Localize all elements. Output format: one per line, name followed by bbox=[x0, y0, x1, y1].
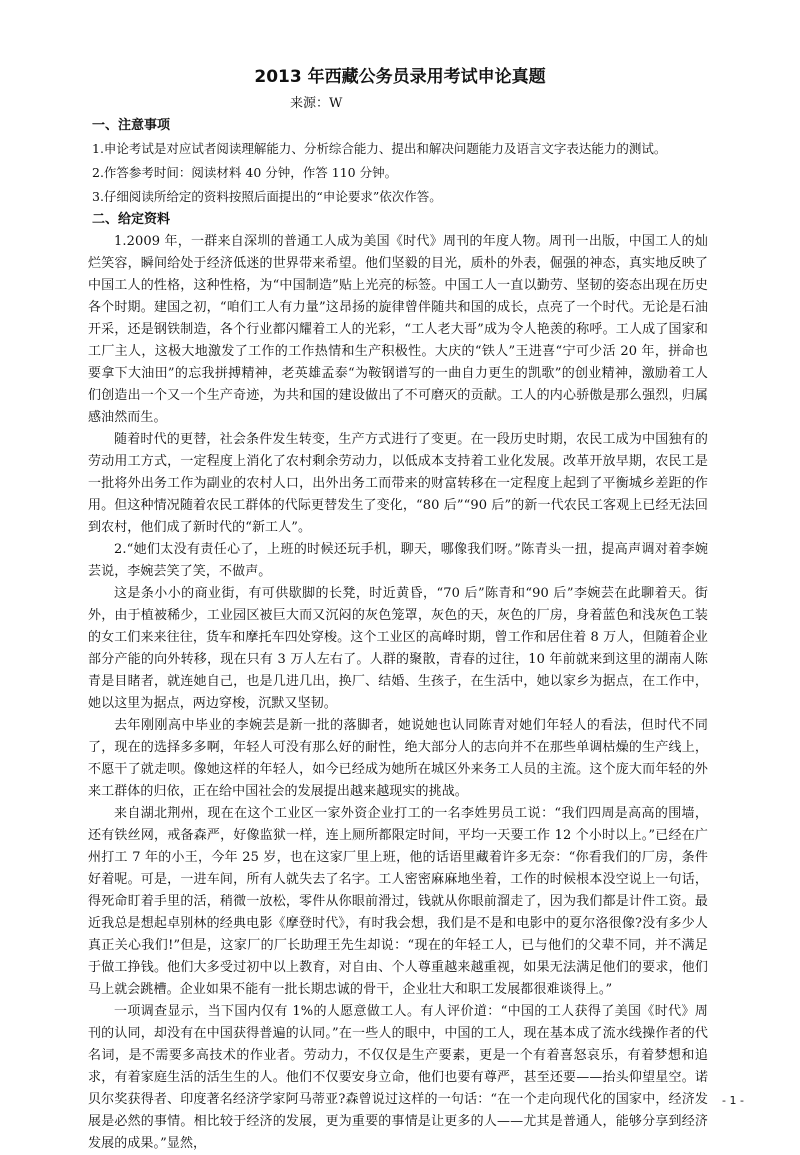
note-item: 1.申论考试是对应试者阅读理解能力、分析综合能力、提出和解决问题能力及语言文字表达能力的测试。 bbox=[92, 141, 667, 156]
material-paragraph: 去年刚刚高中毕业的李婉芸是新一批的落脚者，她说她也认同陈青对她们年轻人的看法，但时代不同了，现在的选择多多啊，年轻人可没有那么好的耐性，绝大部分人的志向并不在那些单调枯燥的生产线上，不愿干了就走呗。像她这样的年轻人，如今已经成为她所在城区外来务工人员的主流。这个庞大而年轻的外来工群体的归依，正在给中国社会的发展提出越来越现实的挑战。 bbox=[88, 718, 708, 799]
note-item: 2.作答参考时间：阅读材料 40 分钟，作答 110 分钟。 bbox=[92, 165, 398, 180]
document-source: 来源：W bbox=[290, 96, 343, 111]
note-item: 3.仔细阅读所给定的资料按照后面提出的“申论要求”依次作答。 bbox=[92, 189, 442, 204]
material-paragraph: 随着时代的更替，社会条件发生转变，生产方式进行了变更。在一段历史时期，农民工成为中国独有的劳动用工方式，一定程度上消化了农村剩余劳动力，以低成本支持着工业化发展。改革开放早期，农民工是一批将外出务工作为副业的农村人口，出外出务工而带来的财富转移在一定程度上起到了平衡城乡差距的作用。但这种情况随着农民工群体的代际更替发生了变化，“80 后”“90 后”的新一代农民工客观上已经无法回到农村，他们成了新时代的“新工人”。 bbox=[88, 432, 708, 535]
section-heading-notes: 一、注意事项 bbox=[92, 118, 171, 133]
material-paragraph: 一项调查显示，当下国内仅有 1%的人愿意做工人。有人评价道：“中国的工人获得了美国《时代》周刊的认同，却没有在中国获得普遍的认同。”在一些人的眼中，中国的工人，现在基本成了流水线操作者的代名词，是不需要多高技术的作业者。劳动力，不仅仅是生产要素，更是一个有着喜怒哀乐，有着梦想和追求，有着家庭生活的活生生的人。他们不仅要安身立命，他们也要有尊严，甚至还要——抬头仰望星空。诺贝尔奖获得者、印度著名经济学家阿马蒂亚?森曾说过这样的一句话：“在一个走向现代化的国家中，经济发展是必然的事情。相比较于经济的发展，更为重要的事情是让更多的人——尤其是普通人，能够分享到经济发展的成果。”显然， bbox=[88, 1004, 708, 1151]
material-paragraph: 这是条小小的商业街，有可供歇脚的长凳，时近黄昏，“70 后”陈青和“90 后”李婉芸在此聊着天。街外，由于植被稀少，工业园区被巨大而又沉闷的灰色笼罩，灰色的天，灰色的厂房，身着蓝色和浅灰色工装的女工们来来往往，货车和摩托车四处穿梭。这个工业区的高峰时期，曾工作和居住着 8 万人，但随着企业部分产能的向外转移，现在只有 3 万人左右了。人群的聚散，青春的过往，10 年前就来到这里的湖南人陈青是目睹者，就连她自己，也是几进几出，换厂、结婚、生孩子，在生活中，她以家乡为据点，在工作中，她以这里为据点，两边穿梭，沉默又坚韧。 bbox=[88, 586, 708, 711]
page-number: - 1 - bbox=[722, 1094, 744, 1107]
document-title: 2013 年西藏公务员录用考试申论真题 bbox=[254, 67, 546, 87]
section-heading-materials: 二、给定资料 bbox=[92, 212, 171, 227]
material-paragraph: 2.“她们太没有责任心了，上班的时候还玩手机，聊天，哪像我们呀。”陈青头一扭，提高声调对着李婉芸说，李婉芸笑了笑，不做声。 bbox=[88, 542, 708, 579]
material-paragraph: 来自湖北荆州，现在在这个工业区一家外资企业打工的一名李姓男员工说：“我们四周是高高的围墙，还有铁丝网，戒备森严，好像监狱一样，连上厕所都限定时间，平均一天要工作 12 个小时以上。”已经在广州打工 7 年的小王，今年 25 岁，也在这家厂里上班，他的话语里藏着许多无奈：“你看我们的厂房，条件好着呢。可是，一进车间，所有人就失去了名字。工人密密麻麻地坐着，工作的时候根本没空说上一句话，得死命盯着手里的活，稍微一放松，零件从你眼前滑过，钱就从你眼前溜走了，因为我们都是计件工资。最近我总是想起卓别林的经典电影《摩登时代》，有时我会想，我们是不是和电影中的夏尔洛很像?没有多少人真正关心我们!”但是，这家厂的厂长助理王先生却说：“现在的年轻工人，已与他们的父辈不同，并不满足于做工挣钱。他们大多受过初中以上教育，对自由、个人尊重越来越重视，如果无法满足他们的要求，他们马上就会跳槽。企业如果不能有一批长期忠诚的骨干，企业壮大和职工发展都很难谈得上。” bbox=[88, 806, 708, 997]
document-body bbox=[88, 115, 708, 1155]
material-paragraph: 1.2009 年，一群来自深圳的普通工人成为美国《时代》周刊的年度人物。周刊一出版，中国工人的灿烂笑容，瞬间给处于经济低迷的世界带来希望。他们坚毅的目光，质朴的外表，倔强的神态，真实地反映了中国工人的性格，这种性格，为“中国制造”贴上光亮的标签。中国工人一直以勤劳、坚韧的姿态出现在历史各个时期。建国之初，“咱们工人有力量”这昂扬的旋律曾伴随共和国的成长，点亮了一个时代。无论是石油开采，还是钢铁制造，各个行业都闪耀着工人的光彩，“工人老大哥”成为令人艳羡的称呼。工人成了国家和工厂主人，这极大地激发了工作的工作热情和生产积极性。大庆的“铁人”王进喜“宁可少活 20 年，拼命也要拿下大油田”的忘我拼搏精神，老英雄孟泰“为鞍钢谱写的一曲自力更生的凯歌”的创业精神，激励着工人们创造出一个又一个生产奇迹，为共和国的建设做出了不可磨灭的贡献。工人的内心骄傲是那么强烈，归属感油然而生。 bbox=[88, 234, 708, 425]
